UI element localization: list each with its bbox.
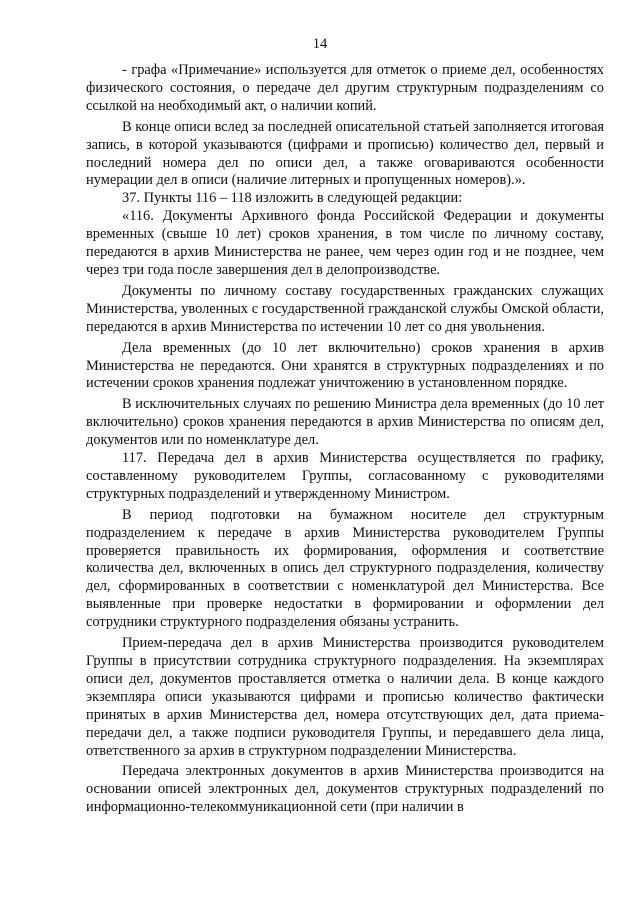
paragraph-item-117: 117. Передача дел в архив Министерства осуществляется по графику, составленному руководителем Группы, согласованному с руководителями структурных подразделений и утвержденному Министром. xyxy=(86,450,604,502)
paragraph-preparation-check: В период подготовки на бумажном носителе дел структурным подразделением к передаче в архив Министерства руководителем Группы проверяется правильность их формирования, оформления и соответствие количества дел, включенных в опись дел структурного подразделения, количеству дел, сформированных в соответствии с номенклатурой дел Министерства. Все выявленные при проверке недостатки в формировании и оформлении дел сотрудники структурного подразделения обязаны устранить. xyxy=(86,506,604,631)
page-number: 14 xyxy=(312,36,328,52)
paragraph-temporary-files: Дела временных (до 10 лет включительно) сроков хранения в архив Министерства не передаются. Они хранятся в структурных подразделениях и по истечении сроков хранения подлежат уничтожению в установленном порядке. xyxy=(86,339,604,392)
paragraph-acceptance-transfer: Прием-передача дел в архив Министерства производится руководителем Группы в присутствии сотрудника структурного подразделения. На экземплярах описи дел, документов проставляется отметка о наличии дела. В конце каждого экземпляра описи указываются цифрами и прописью количество фактически принятых в архив Министерства дел, номера отсутствующих дел, дата приема-передачи дел, а также подписи руководителя Группы, и передавшего дела лица, ответственного за архив в структурном подразделении Министерства. xyxy=(86,635,604,759)
paragraph-personnel-documents: Документы по личному составу государственных гражданских служащих Министерства, уволенных с государственной гражданской службы Омской области, передаются в архив Министерства по истечении 10 лет со дня увольнения. xyxy=(86,282,604,335)
paragraph-item-116: «116. Документы Архивного фонда Российской Федерации и документы временных (свыше 10 лет) сроков хранения, в том числе по личному составу, передаются в архив Министерства не ранее, чем через один год и не позднее, чем через три года после завершения дел в делопроизводстве. xyxy=(86,208,604,278)
paragraph-exceptional-cases: В исключительных случаях по решению Министра дела временных (до 10 лет включительно) сроков хранения передаются в архив Министерства по описям дел, документов или по номенклатуре дел. xyxy=(86,396,604,449)
paragraph-electronic-transfer: Передача электронных документов в архив Министерства производится на основании описей электронных дел, документов структурных подразделений по информационно-телекоммуникационной сети (при наличии в xyxy=(86,763,604,816)
paragraph-final-entry: В конце описи вслед за последней описательной статьей заполняется итоговая запись, в которой указываются (цифрами и прописью) количество дел, первый и последний номера дел по описи дел, а также оговариваются особенности нумерации дел в описи (наличие литерных и пропущенных номеров).». xyxy=(86,118,604,189)
document-body xyxy=(86,62,604,817)
paragraph-remarks-column: - графа «Примечание» используется для отметок о приеме дел, особенностях физического состояния, о передаче дел другим структурным подразделениям со ссылкой на необходимый акт, о наличии копий. xyxy=(86,62,604,114)
paragraph-item-37: 37. Пункты 116 – 118 изложить в следующей редакции: xyxy=(122,190,463,207)
